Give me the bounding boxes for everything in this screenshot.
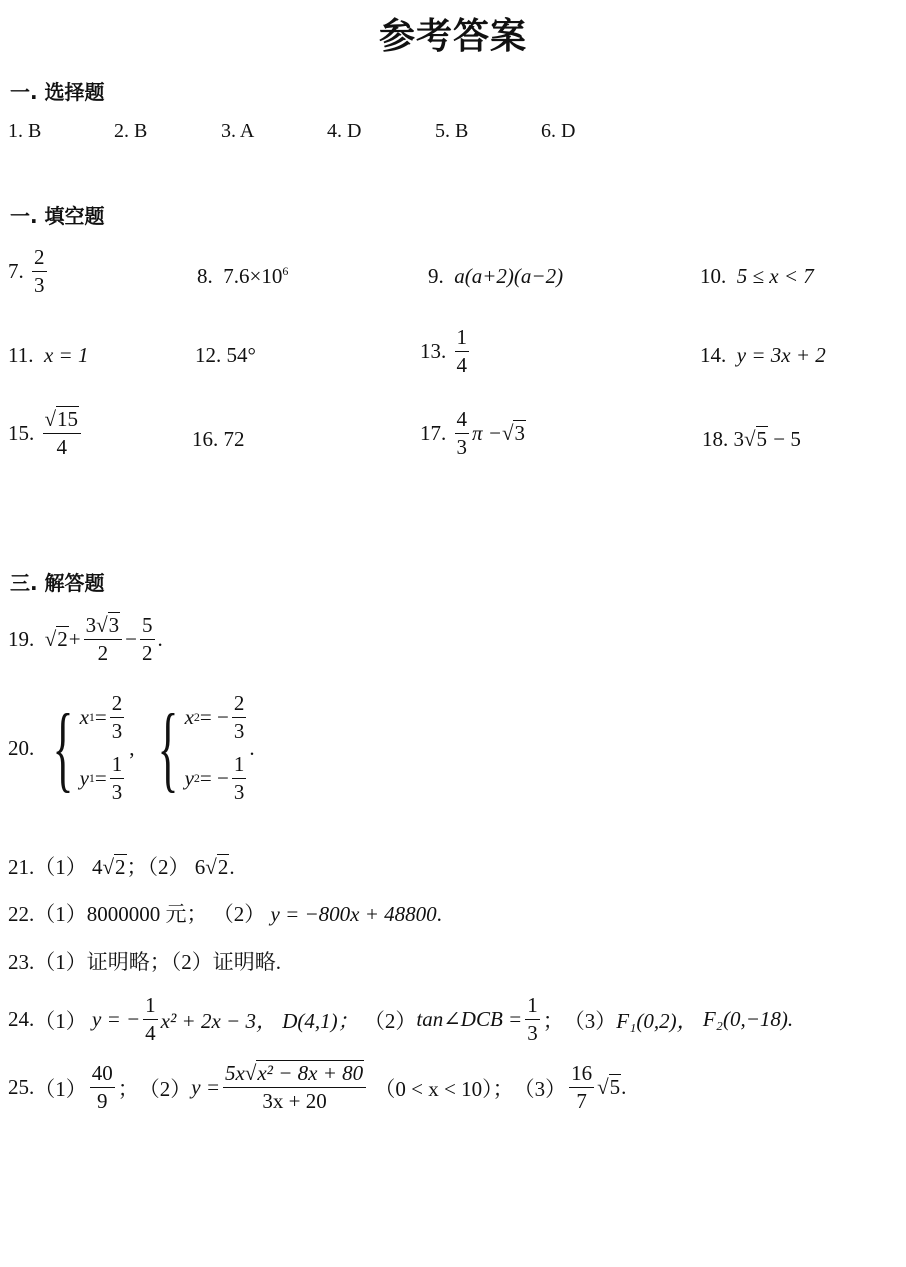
brace-system-2: { x 2 = − $\frac{2}{3}$ y 2 = − $\frac{1}{3}$ [157, 691, 245, 805]
fraction: $\frac{√15}{4}$ [43, 408, 82, 459]
fraction: $\frac{3√3}{2}$ [84, 614, 123, 665]
fill-answer-15 [8, 408, 84, 459]
solve-answer-21: 21.（1） 4√2；（2） 6√2. [8, 855, 235, 879]
solve-answer-22: 22.（1）8000000 元； （2） y = −800x + 48800. [8, 902, 442, 926]
fill-answer-13 [420, 326, 472, 377]
fill-answer-18: 18. 3√5 − 5 [702, 427, 801, 451]
choice-answer-3: 3. A [221, 120, 255, 142]
choice-answer-1: 1. B [8, 120, 42, 142]
fraction: $\frac{4}{3}$ [456, 407, 467, 460]
fraction: $\frac{2}{3}$ [34, 245, 45, 298]
choice-answer-6: 6. D [541, 120, 576, 142]
section-heading-solve: 三. 解答题 [10, 571, 105, 595]
fill-answer-10: 10. 5 ≤ x < 7 [700, 264, 814, 288]
q-label: 17. [420, 421, 447, 446]
section-heading-choice: 一. 选择题 [10, 80, 105, 104]
fraction: $\frac{5}{2}$ [142, 613, 153, 666]
choice-answer-4: 4. D [327, 120, 362, 142]
choice-answer-2: 2. B [114, 120, 148, 142]
brace-system-1: { x 1 = $\frac{2}{3}$ y 1 = $\frac{1}{3}$ [52, 691, 123, 805]
fill-answer-16: 16. 72 [192, 427, 245, 451]
q-label: 12. [195, 343, 222, 367]
q-label: 11. [8, 343, 34, 367]
q-label: 14. [700, 343, 727, 367]
fill-answer-14: 14. y = 3x + 2 [700, 343, 826, 367]
q-label: 7. [8, 259, 24, 284]
q-label: 8. [197, 264, 213, 288]
q-label: 10. [700, 264, 727, 288]
section-heading-fill: 一. 填空题 [10, 204, 105, 228]
solve-answer-19: 19. √ 2 + $\frac{3√3}{2}$ − $\frac{5}{2}$ . [8, 613, 163, 666]
solve-answer-24: 24. （1） y = − $\frac{1}{4}$ x² + 2x − 3， D(4,1)； （2） tan∠DCB = $\frac{1}{3}$ ； （3） F₁(0,2)， F₂(0,−18). [8, 993, 794, 1046]
fraction: $\frac{1}{4}$ [456, 325, 467, 378]
fill-answer-7 [8, 246, 50, 297]
q-label: 13. [420, 339, 447, 364]
solve-answer-25: 25. （1） $\frac{40}{9}$ ； （2） y = $\frac{\text{5x√x² − 8x + 80}}{3x + 20}$ （0 < x < 10）； （3） $\frac{16}{7}$ √ 5 . [8, 1061, 627, 1114]
q-label: 9. [428, 264, 444, 288]
choice-answer-5: 5. B [435, 120, 469, 142]
fill-answer-17: 17. $\frac{4}{3}$ π − √ 3 [420, 407, 525, 460]
q-label: 18. [702, 427, 729, 451]
q-label: 19. [8, 627, 35, 652]
fill-answer-12: 12. 54° [195, 343, 256, 367]
solve-answer-20: 20. { x 1 = $\frac{2}{3}$ y 1 = $\frac{1}{3}$ , { x 2 = − $\frac{2}{3}$ y 2 = − $\frac{1}{3}$ . [8, 691, 255, 805]
fill-answer-11: 11. x = 1 [8, 343, 89, 367]
fill-answer-8: 8. $7.6\times 10^6$ [197, 264, 289, 288]
q-label: 20. [8, 735, 35, 760]
page-title: 参考答案 [378, 16, 527, 57]
q-label: 16. [192, 427, 219, 451]
solve-answer-23: 23.（1）证明略；（2）证明略. [8, 950, 281, 974]
q-label: 15. [8, 421, 35, 446]
fill-answer-9: 9. a(a+2)(a−2) [428, 264, 564, 288]
